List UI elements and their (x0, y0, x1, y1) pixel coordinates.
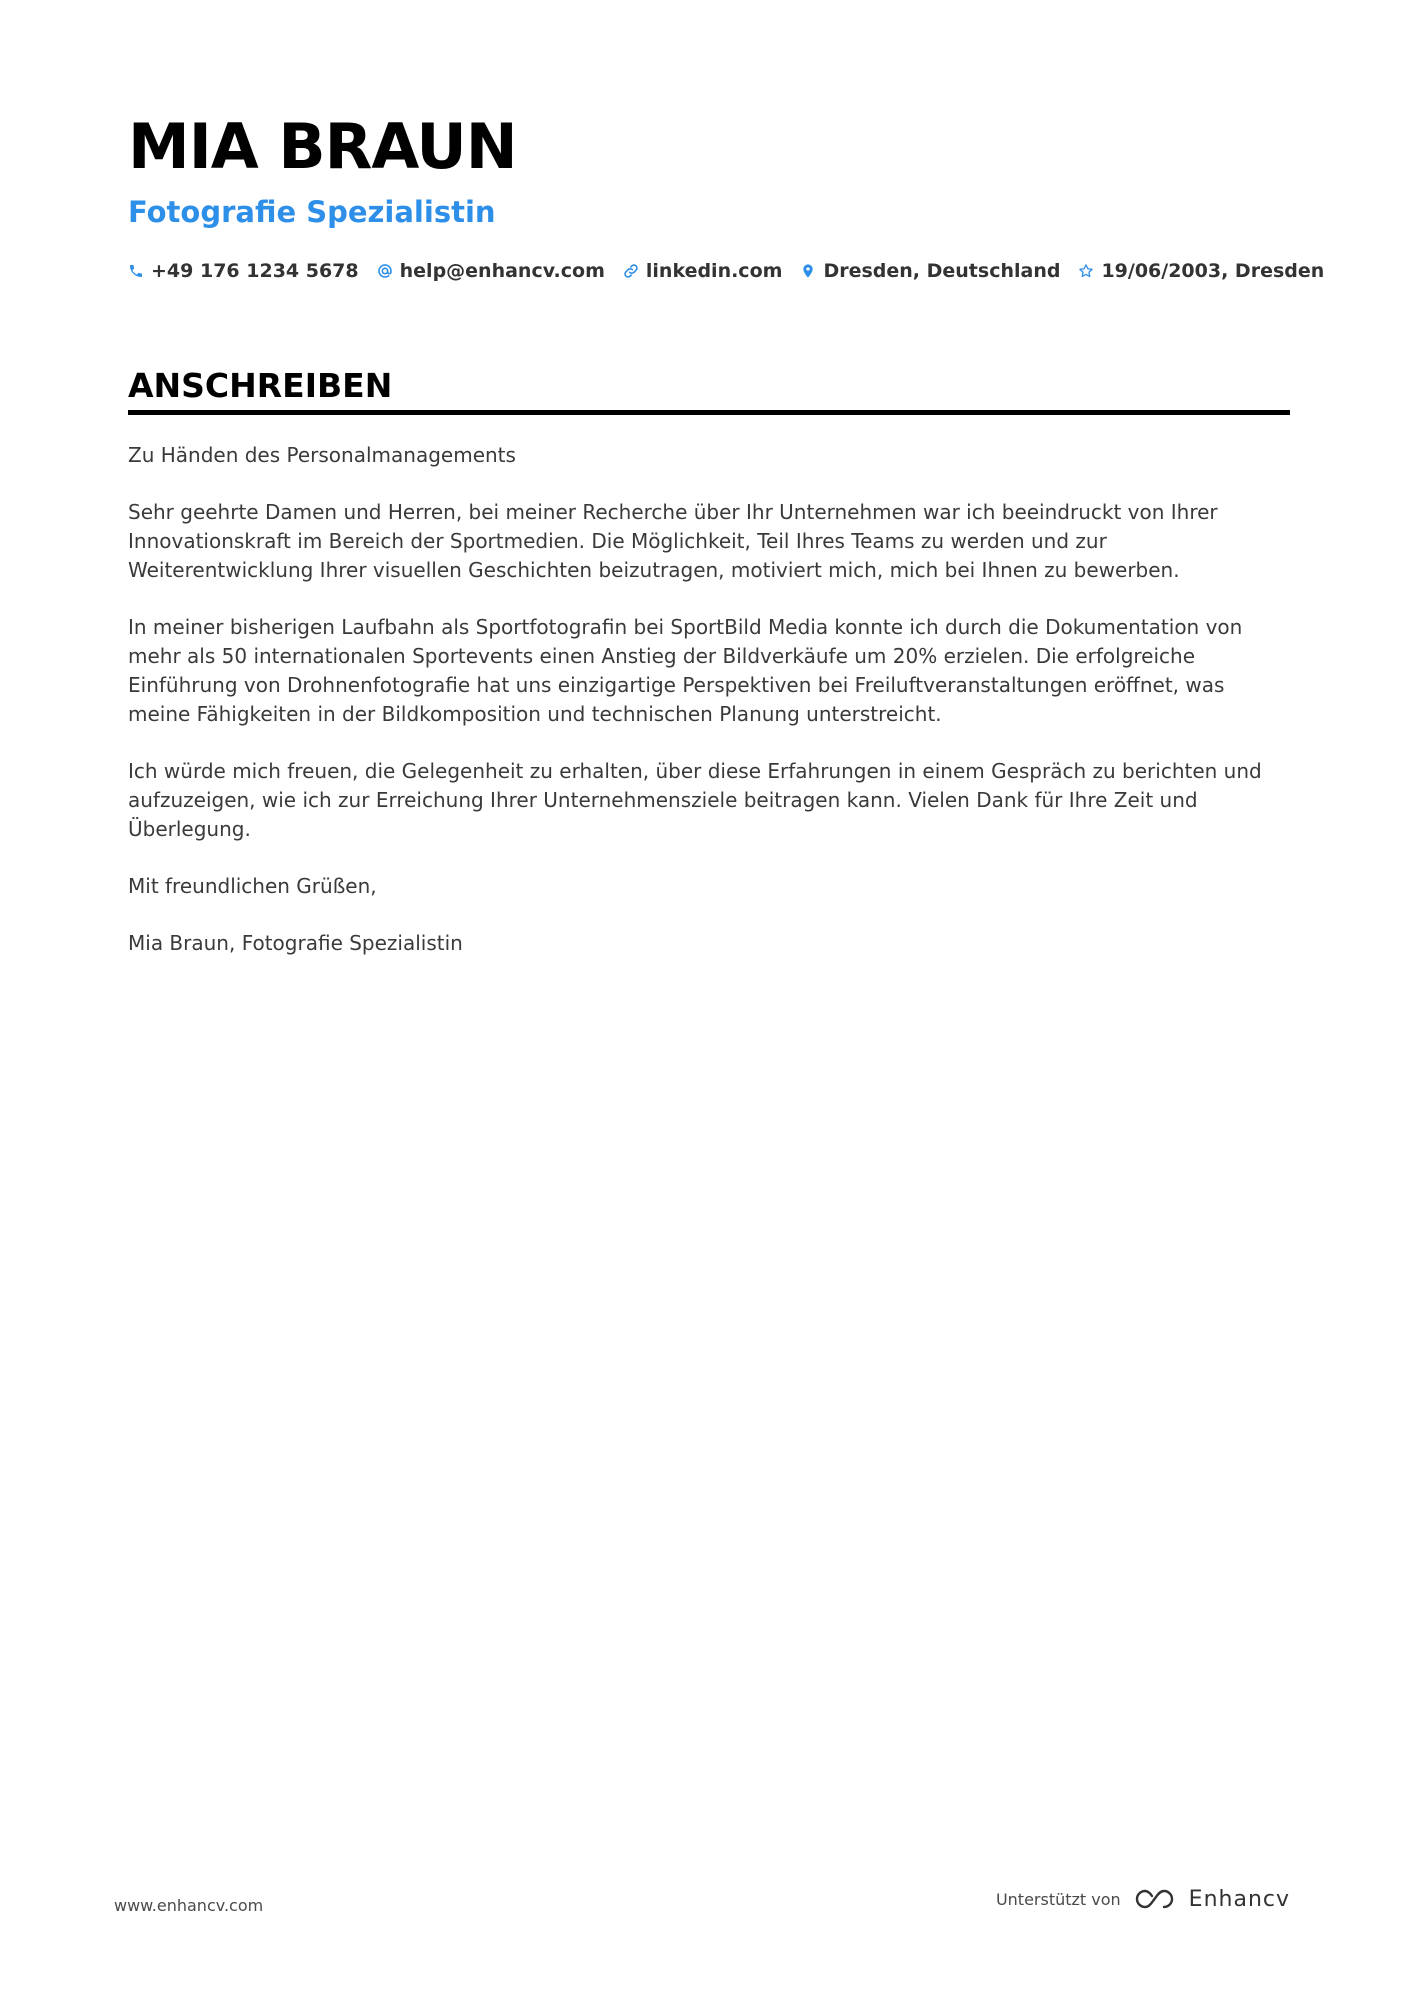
phone-icon (128, 263, 144, 279)
cover-letter-section (128, 366, 1290, 986)
letter-salutation: Zu Händen des Personalmanagements (128, 443, 516, 467)
candidate-title: Fotografie Spezialistin (128, 195, 496, 229)
candidate-name: MIA BRAUN (128, 110, 517, 183)
linkedin-text[interactable]: linkedin.com (645, 260, 783, 282)
location-pin-icon (800, 263, 816, 279)
infinity-logo-icon (1133, 1886, 1179, 1912)
link-icon (623, 263, 639, 279)
section-title: ANSCHREIBEN (128, 366, 1290, 415)
enhancv-logo[interactable] (1133, 1886, 1290, 1912)
footer-branding (996, 1886, 1290, 1912)
letter-paragraph: Ich würde mich freuen, die Gelegenheit zu erhalten, über diese Erfahrungen in einem Gespräch zu berichten und aufzuzeigen, wie ich zur Erreichung Ihrer Unternehmensziele beitragen kann. Vielen Dank für Ihre Zeit und Überlegung. (128, 759, 1262, 841)
contact-phone (128, 260, 359, 282)
contact-linkedin (623, 260, 783, 282)
at-icon (377, 263, 393, 279)
letter-paragraph: In meiner bisherigen Laufbahn als Sportfotografin bei SportBild Media konnte ich durch die Dokumentation von mehr als 50 internationalen Sportevents einen Anstieg der Bildverkäufe um 20% erzielen. Die erfolgreiche Einführung von Drohnenfotografie hat uns einzigartige Perspektiven bei Freiluftveranstaltungen eröffnet, was meine Fähigkeiten in der Bildkomposition und technischen Planung unterstreicht. (128, 615, 1243, 726)
location-text: Dresden, Deutschland (823, 260, 1061, 282)
header (128, 110, 1325, 282)
birth-text: 19/06/2003, Dresden (1101, 260, 1325, 282)
letter-paragraph: Sehr geehrte Damen und Herren, bei meiner Recherche über Ihr Unternehmen war ich beeindruckt von Ihrer Innovationskraft im Bereich der Sportmedien. Die Möglichkeit, Teil Ihres Teams zu werden und zur Weiterentwicklung Ihrer visuellen Geschichten beizutragen, motiviert mich, mich bei Ihnen zu bewerben. (128, 500, 1218, 582)
email-text[interactable]: help@enhancv.com (399, 260, 605, 282)
powered-by-text: Unterstützt von (995, 1889, 1121, 1909)
letter-body (128, 441, 1290, 958)
contact-email (377, 260, 605, 282)
star-icon (1078, 263, 1094, 279)
contact-birth (1078, 260, 1324, 282)
letter-closing: Mit freundlichen Grüßen, (128, 874, 377, 898)
phone-text[interactable]: +49 176 1234 5678 (151, 260, 359, 282)
contact-row (128, 260, 1325, 282)
brand-name: Enhancv (1188, 1886, 1290, 1912)
contact-location (800, 260, 1060, 282)
letter-signature: Mia Braun, Fotografie Spezialistin (128, 931, 463, 955)
footer-website[interactable]: www.enhancv.com (114, 1896, 264, 1915)
